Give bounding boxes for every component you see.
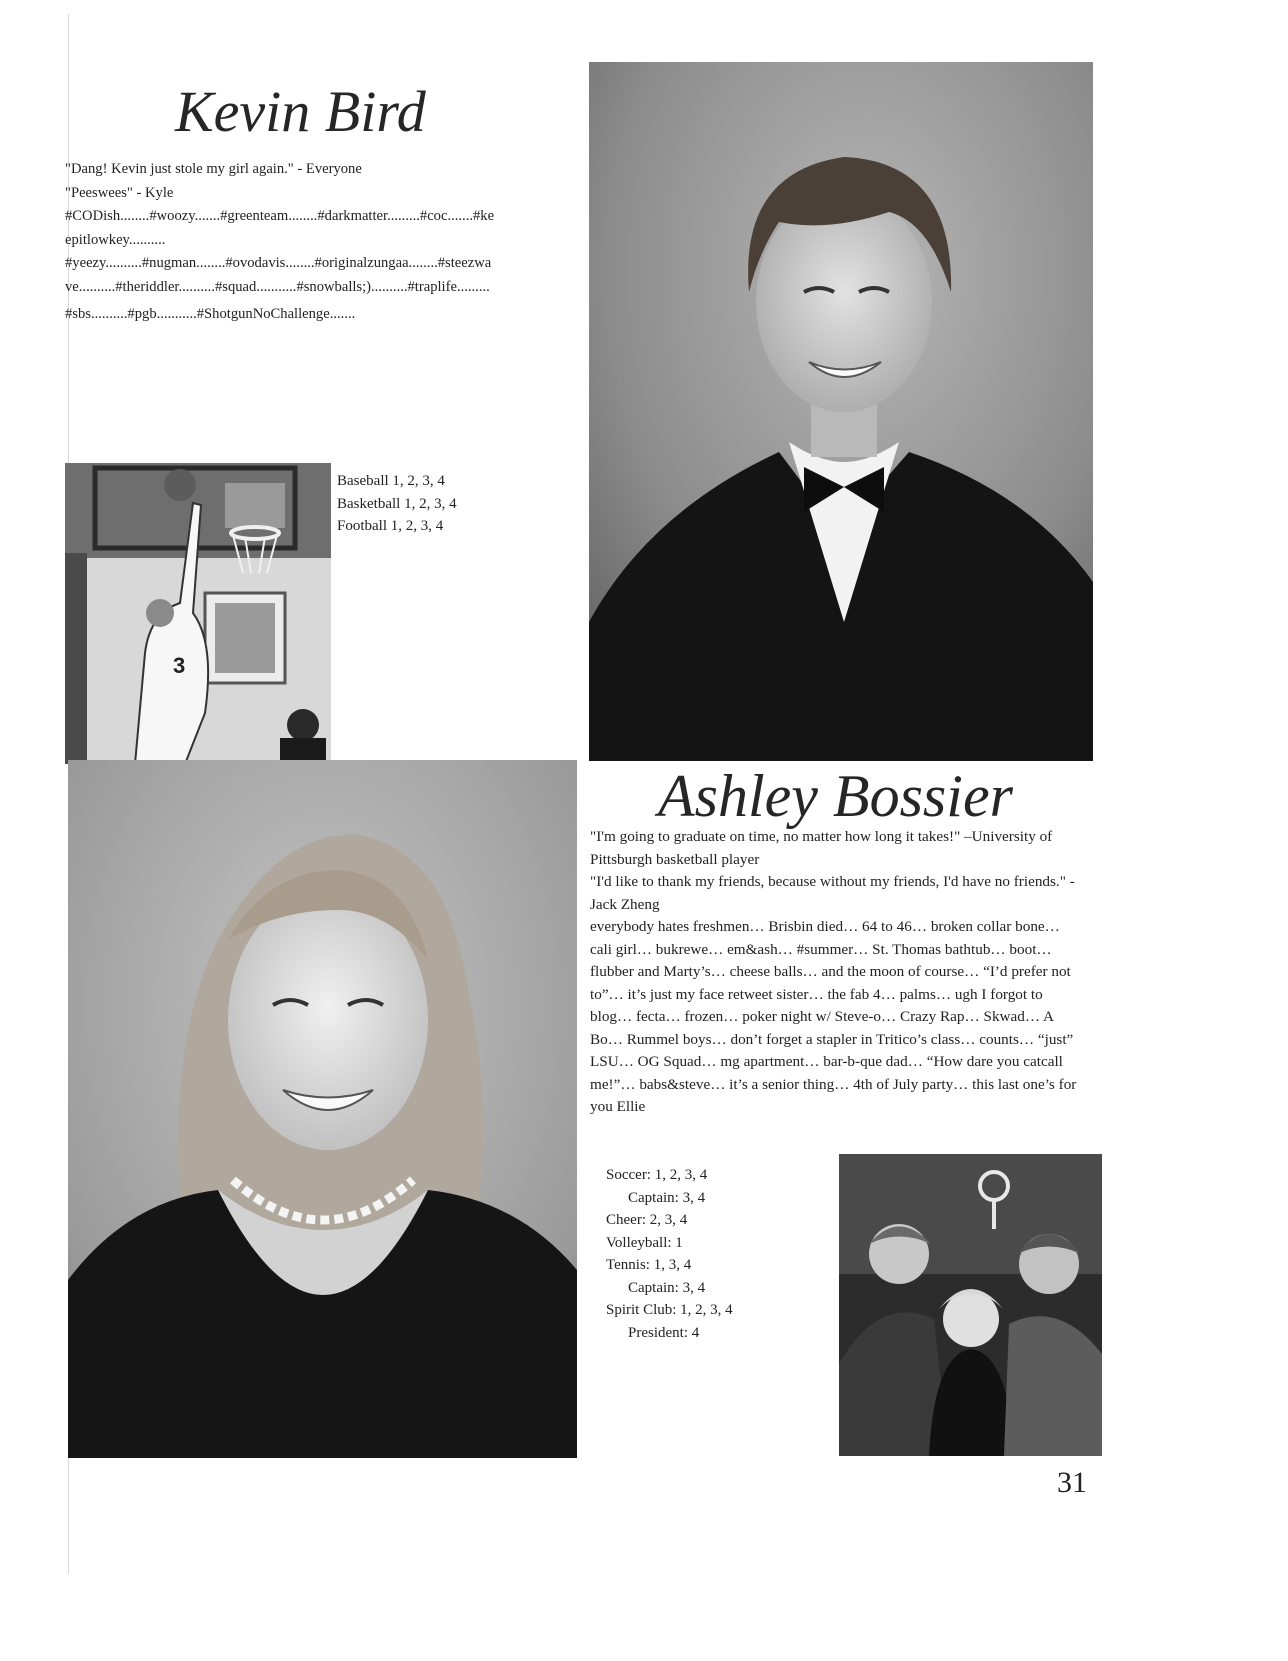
ashley-activity-item: Volleyball: 1 [606,1234,683,1251]
ashley-memories-text: everybody hates freshmen… Brisbin died… 64 to 46… broken collar bone… cali girl… bukrewe… em&ash… #summer… St. Thomas bathtub… boot… flubber and Marty’s… cheese balls… and the moon of course… “I’d prefer not to”… it’s just my face retweet sister… the fab 4… palms… ugh I forgot to blog… fecta… frozen… poker night w/ Steve-o… Crazy Rap… Skwad… A Bo… Rummel boys… don’t forget a stapler in Tritico’s class… counts… “just” LSU… OG Squad… mg apartment… bar-b-que dad… “How dare you catcall me!”… babs&steve… it’s a senior thing… 4th of July party… this last one’s for you Ellie [590,918,1077,1115]
kevin-sport-item: Football 1, 2, 3, 4 [337,518,444,534]
kevin-hashtag-line: #CODish........#woozy.......#greenteam........#darkmatter.........#coc.......#ke epitlowkey.......... [65,208,495,248]
ashley-portrait-photo [68,760,577,1458]
page-number: 31 [1057,1466,1087,1499]
ashley-activity-item: Spirit Club: 1, 2, 3, 4 [606,1302,733,1318]
ashley-quote-line: "I'm going to graduate on time, no matter how long it takes!" –University of Pittsburgh basketball player [590,828,1053,868]
friends-group-image [839,1154,1102,1456]
kevin-name-heading: Kevin Bird [175,79,426,144]
ashley-portrait-image [68,760,577,1458]
kevin-basketball-photo [65,463,331,764]
kevin-sports-list [337,470,457,538]
ashley-activity-item: Soccer: 1, 2, 3, 4 [606,1167,708,1183]
kevin-portrait-image [589,62,1093,761]
ashley-activity-subitem: President: 4 [628,1324,700,1341]
ashley-activity-subitem: Captain: 3, 4 [628,1189,706,1206]
ashley-activity-item: Tennis: 1, 3, 4 [606,1257,692,1273]
ashley-friends-photo [839,1154,1102,1456]
basketball-action-image [65,463,331,764]
kevin-sport-item: Baseball 1, 2, 3, 4 [337,473,445,489]
kevin-quotes [65,158,563,327]
kevin-hashtag-line: #sbs..........#pgb...........#ShotgunNoChallenge....... [65,306,356,322]
kevin-quote-line: "Peeswees" - Kyle [65,184,174,201]
ashley-quote-line: "I'd like to thank my friends, because without my friends, I'd have no friends." -Jack Zheng [590,873,1075,913]
kevin-hashtag-line: #yeezy..........#nugman........#ovodavis........#originalzungaa........#steezwa ve..........#theriddler..........#squad...........#snowballs;)..........#traplife......... [65,255,492,295]
svg-text:3: 3 [173,653,186,678]
kevin-sport-item: Basketball 1, 2, 3, 4 [337,495,457,512]
ashley-activity-item: Cheer: 2, 3, 4 [606,1212,688,1228]
ashley-activities-list [606,1164,733,1344]
ashley-activity-subitem: Captain: 3, 4 [628,1279,706,1296]
ashley-name-heading: Ashley Bossier [658,763,1013,829]
kevin-quote-line: "Dang! Kevin just stole my girl again." - Everyone [65,161,362,177]
ashley-quotes [590,826,1078,1119]
kevin-portrait-photo [589,62,1093,761]
